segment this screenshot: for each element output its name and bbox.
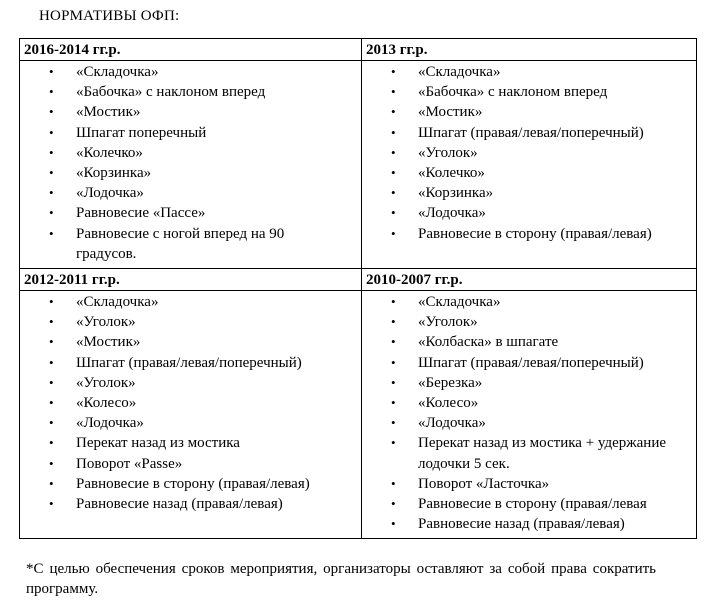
group-items-cell	[362, 291, 697, 539]
list-item: • «Складочка»	[20, 62, 361, 82]
list-item: • Поворот «Passe»	[20, 454, 361, 474]
list-item: • Равновесие с ногой вперед на 90 градусов.	[20, 224, 361, 264]
list-item: • «Лодочка»	[362, 413, 696, 433]
exercise-list	[20, 292, 361, 514]
exercise-list	[362, 62, 696, 244]
list-item: • Равновесие «Пассе»	[20, 203, 361, 223]
list-item: • Перекат назад из мостика + удержание лодочки 5 сек.	[362, 433, 696, 473]
list-item: • «Березка»	[362, 373, 696, 393]
list-item: • «Уголок»	[20, 312, 361, 332]
list-item: • «Лодочка»	[362, 203, 696, 223]
list-item: • «Уголок»	[362, 312, 696, 332]
list-item: • Шпагат поперечный	[20, 123, 361, 143]
footnote: *С целью обеспечения сроков мероприятия, организаторы оставляют за собой права сократить программу.	[26, 561, 656, 597]
exercise-list	[362, 292, 696, 534]
group-cell	[20, 39, 362, 61]
list-item: • Равновесие назад (правая/левая)	[362, 514, 696, 534]
list-item: • «Корзинка»	[20, 163, 361, 183]
group-header: 2010-2007 гг.р.	[366, 272, 463, 289]
table-row	[20, 291, 697, 539]
group-header: 2012-2011 гг.р.	[24, 272, 120, 289]
list-item: • «Складочка»	[362, 292, 696, 312]
group-cell	[362, 39, 697, 61]
list-item: • «Колечко»	[20, 143, 361, 163]
list-item: • Равновесие назад (правая/левая)	[20, 494, 361, 514]
list-item: • «Бабочка» с наклоном вперед	[20, 82, 361, 102]
exercise-list	[20, 62, 361, 264]
group-header: 2013 гг.р.	[366, 42, 428, 58]
list-item: • Шпагат (правая/левая/поперечный)	[362, 123, 696, 143]
list-item: • Шпагат (правая/левая/поперечный)	[20, 353, 361, 373]
list-item: • «Корзинка»	[362, 183, 696, 203]
list-item: • «Складочка»	[20, 292, 361, 312]
list-item: • «Бабочка» с наклоном вперед	[362, 82, 696, 102]
list-item: • Равновесие в сторону (правая/левая	[362, 494, 696, 514]
group-items-cell	[362, 61, 697, 269]
list-item: • «Мостик»	[20, 102, 361, 122]
list-item: • «Мостик»	[20, 332, 361, 352]
group-items-cell	[20, 291, 362, 539]
table-row	[20, 61, 697, 269]
group-header: 2016-2014 гг.р.	[24, 42, 121, 58]
page-title: НОРМАТИВЫ ОФП:	[39, 8, 180, 24]
list-item: • «Уголок»	[20, 373, 361, 393]
list-item: • Шпагат (правая/левая/поперечный)	[362, 353, 696, 373]
list-item: • «Лодочка»	[20, 183, 361, 203]
list-item: • Равновесие в сторону (правая/левая)	[20, 474, 361, 494]
group-items-cell	[20, 61, 362, 269]
list-item: • Перекат назад из мостика	[20, 433, 361, 453]
standards-table	[19, 38, 697, 539]
table-row	[20, 39, 697, 61]
list-item: • Равновесие в сторону (правая/левая)	[362, 224, 696, 244]
list-item: • «Мостик»	[362, 102, 696, 122]
table-row	[20, 269, 697, 291]
group-cell	[20, 269, 362, 291]
list-item: • «Складочка»	[362, 62, 696, 82]
list-item: • «Колесо»	[362, 393, 696, 413]
list-item: • «Колесо»	[20, 393, 361, 413]
list-item: • Поворот «Ласточка»	[362, 474, 696, 494]
list-item: • «Колбаска» в шпагате	[362, 332, 696, 352]
group-cell	[362, 269, 697, 291]
list-item: • «Уголок»	[362, 143, 696, 163]
list-item: • «Лодочка»	[20, 413, 361, 433]
list-item: • «Колечко»	[362, 163, 696, 183]
